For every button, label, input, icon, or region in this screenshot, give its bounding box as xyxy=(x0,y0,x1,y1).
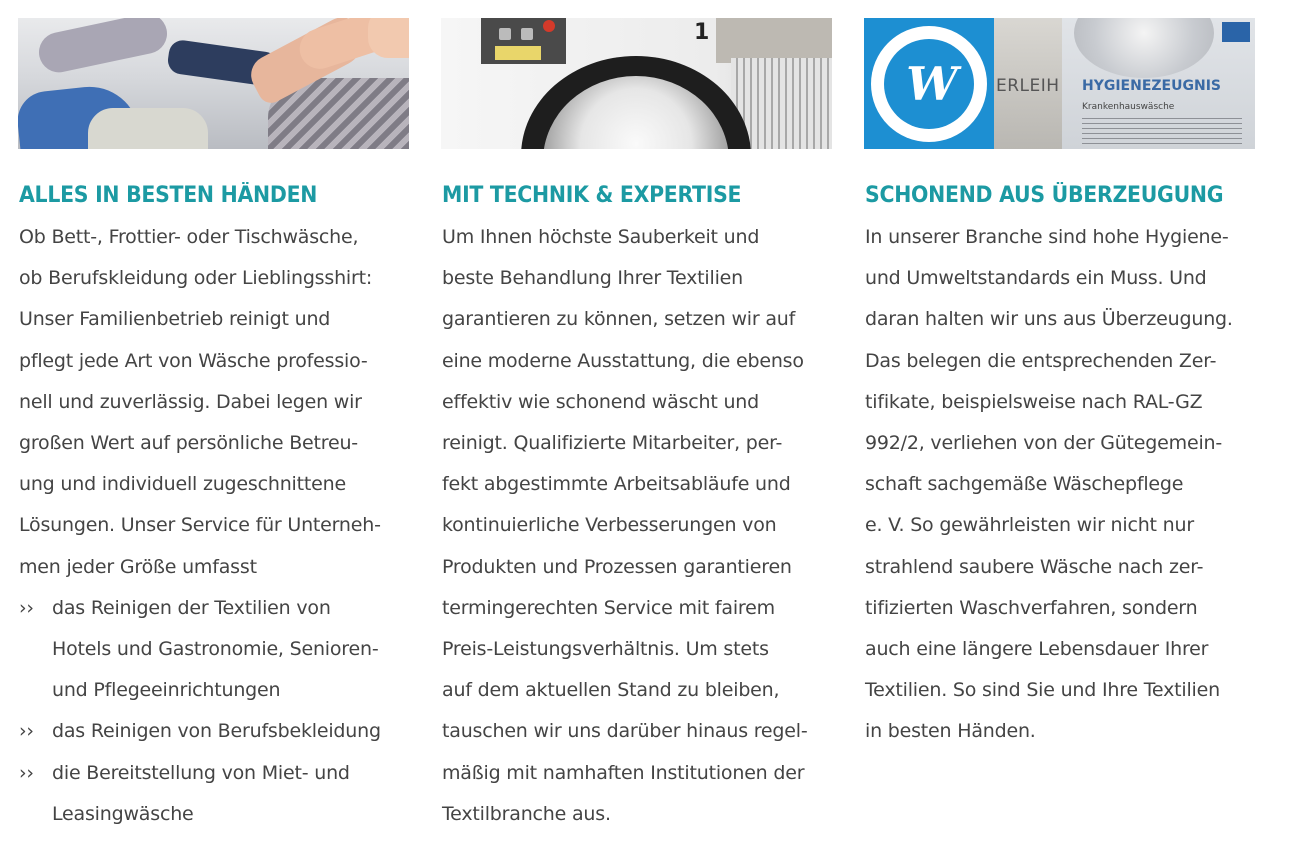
body-line: effektiv wie schonend wäscht und xyxy=(442,390,760,413)
body-line: Preis-Leistungsverhältnis. Um stets xyxy=(442,638,769,661)
certificate-subtitle: Krankenhauswäsche xyxy=(1082,102,1175,112)
body-line: e. V. So gewährleisten wir nicht nur xyxy=(865,514,1194,537)
column-hands xyxy=(18,18,409,835)
column-heading: ALLES IN BESTEN HÄNDEN xyxy=(19,183,318,208)
bullet-continuation xyxy=(19,629,409,670)
body-line: 992/2, verliehen von der Gütegemein- xyxy=(865,432,1223,455)
body-line: großen Wert auf persönliche Betreu- xyxy=(19,432,358,455)
column-body xyxy=(19,217,409,835)
body-line: Ob Bett-, Frottier- oder Tischwäsche, xyxy=(19,226,359,248)
bullet-item xyxy=(19,753,409,794)
bullet-text: das Reinigen der Textilien von xyxy=(52,596,331,619)
body-line: tifizierten Waschverfahren, sondern xyxy=(865,596,1198,619)
bullet-text: das Reinigen von Berufsbekleidung xyxy=(52,720,381,743)
certificate-fragment: ERLEIH xyxy=(996,76,1060,96)
bullet-text: Hotels und Gastronomie, Senioren- xyxy=(52,638,379,661)
body-line: garantieren zu können, setzen wir auf xyxy=(442,308,796,331)
column-heading: MIT TECHNIK & EXPERTISE xyxy=(442,183,742,208)
body-line: fekt abgestimmte Arbeitsabläufe und xyxy=(442,473,791,496)
body-line: Das belegen die entsprechenden Zer- xyxy=(865,349,1217,372)
body-line: auch eine längere Lebensdauer Ihrer xyxy=(865,638,1209,661)
body-line: strahlend saubere Wäsche nach zer- xyxy=(865,555,1204,578)
body-line: tifikate, beispielsweise nach RAL-GZ xyxy=(865,390,1203,413)
body-line: Produkten und Prozessen garantieren xyxy=(442,555,792,578)
column-body xyxy=(865,217,1255,753)
body-line: auf dem aktuellen Stand zu bleiben, xyxy=(442,679,780,702)
bullet-text: und Pflegeeinrichtungen xyxy=(52,679,281,702)
body-line: daran halten wir uns aus Überzeugung. xyxy=(865,308,1233,331)
bullet-chevron-icon: ›› xyxy=(19,720,34,743)
bullet-text: die Bereitstellung von Miet- und xyxy=(52,761,350,784)
body-line: Textilien. So sind Sie und Ihre Textilien xyxy=(865,679,1220,702)
column-body xyxy=(442,217,832,835)
body-line: ung und individuell zugeschnittene xyxy=(19,473,346,496)
bullet-continuation xyxy=(19,794,409,835)
body-line: eine moderne Ausstattung, die ebenso xyxy=(442,349,804,372)
body-line: Unser Familienbetrieb reinigt und xyxy=(19,308,331,331)
bullet-text: Leasingwäsche xyxy=(52,802,194,825)
body-line: In unserer Branche sind hohe Hygiene- xyxy=(865,226,1229,248)
body-line: und Umweltstandards ein Muss. Und xyxy=(865,267,1207,290)
bullet-item xyxy=(19,588,409,629)
laundry-folding-photo xyxy=(18,18,409,149)
body-line: pflegt jede Art von Wäsche professio- xyxy=(19,349,368,372)
body-line: termingerechten Service mit fairem xyxy=(442,596,775,619)
ral-logo-icon xyxy=(1222,22,1250,42)
bullet-chevron-icon: ›› xyxy=(19,596,34,619)
column-technik xyxy=(441,18,832,835)
body-line: beste Behandlung Ihrer Textilien xyxy=(442,267,743,290)
body-line: mäßig mit namhaften Institutionen der xyxy=(442,761,805,784)
feature-columns xyxy=(18,18,1288,835)
bullet-chevron-icon: ›› xyxy=(19,761,34,784)
bullet-item xyxy=(19,711,409,752)
machine-number: 1 xyxy=(694,20,710,45)
bullet-continuation xyxy=(19,670,409,711)
body-line: kontinuierliche Verbesserungen von xyxy=(442,514,777,537)
body-line: schaft sachgemäße Wäschepflege xyxy=(865,473,1184,496)
body-line: tauschen wir uns darüber hinaus regel- xyxy=(442,720,808,743)
body-line: nell und zuverlässig. Dabei legen wir xyxy=(19,390,362,413)
body-line: Lösungen. Unser Service für Unterneh- xyxy=(19,514,381,537)
column-schonend xyxy=(864,18,1255,835)
certificate-title: HYGIENEZEUGNIS xyxy=(1082,78,1221,94)
body-line: ob Berufskleidung oder Lieblingsshirt: xyxy=(19,267,373,290)
ral-certificate-photo xyxy=(864,18,1255,149)
body-line: reinigt. Qualifizierte Mitarbeiter, per- xyxy=(442,432,783,455)
body-line: men jeder Größe umfasst xyxy=(19,555,257,578)
body-line: Um Ihnen höchste Sauberkeit und xyxy=(442,226,760,248)
ral-badge-logo-icon: W xyxy=(906,57,952,111)
body-line: Textilbranche aus. xyxy=(442,802,611,825)
column-heading: SCHONEND AUS ÜBERZEUGUNG xyxy=(865,183,1224,208)
washing-machine-photo xyxy=(441,18,832,149)
body-line: in besten Händen. xyxy=(865,720,1036,743)
